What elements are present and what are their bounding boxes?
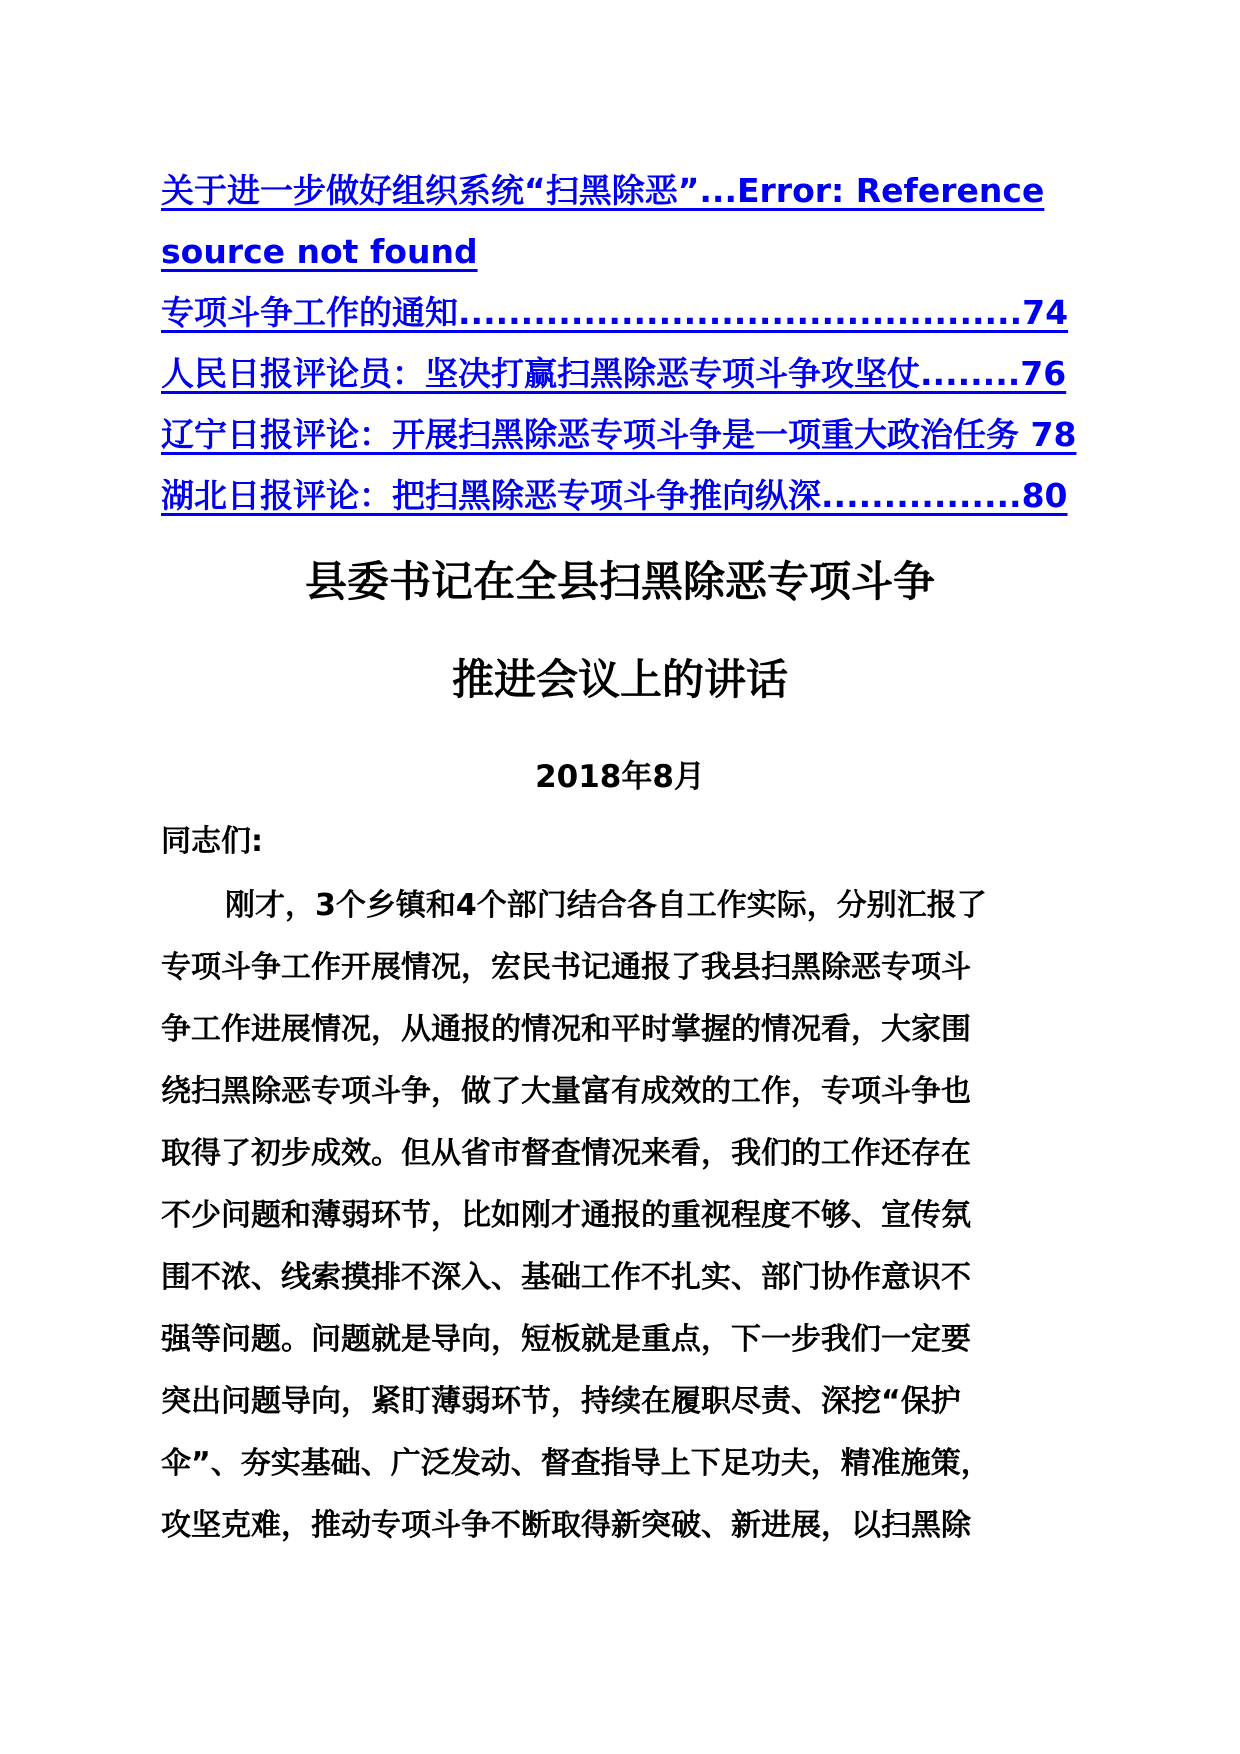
body-line: 突出问题导向，紧盯薄弱环节，持续在履职尽责、深挖“保护 <box>161 1384 961 1419</box>
document-date: 2018年8月 <box>535 759 705 795</box>
body-line: 不少问题和薄弱环节，比如刚才通报的重视程度不够、宣传氛 <box>161 1198 971 1233</box>
salutation: 同志们: <box>161 824 263 859</box>
body-line: 专项斗争工作开展情况，宏民书记通报了我县扫黑除恶专项斗 <box>161 950 971 985</box>
toc-link-liaoning-daily[interactable]: 辽宁日报评论：开展扫黑除恶专项斗争是一项重大政治任务 78 <box>161 415 1077 454</box>
body-line: 围不浓、线索摸排不深入、基础工作不扎实、部门协作意识不 <box>161 1260 971 1295</box>
body-line: 攻坚克难，推动专项斗争不断取得新突破、新进展，以扫黑除 <box>161 1508 971 1543</box>
toc-link-notice-continuation[interactable]: 专项斗争工作的通知.............................................74 <box>161 293 1069 332</box>
speech-body <box>161 875 1091 1557</box>
toc-link-organization-notice[interactable]: 关于进一步做好组织系统“扫黑除恶”...Error: Reference source not found <box>161 171 1045 271</box>
body-line: 争工作进展情况，从通报的情况和平时掌握的情况看，大家围 <box>161 1012 971 1047</box>
body-line: 伞”、夯实基础、广泛发动、督查指导上下足功夫，精准施策， <box>161 1446 991 1481</box>
body-line: 刚才，3个乡镇和4个部门结合各自工作实际，分别汇报了 <box>225 888 987 923</box>
toc-link-peoples-daily[interactable]: 人民日报评论员：坚决打赢扫黑除恶专项斗争攻坚仗........76 <box>161 354 1067 393</box>
document-title-line-2: 推进会议上的讲话 <box>451 655 788 704</box>
body-line: 强等问题。问题就是导向，短板就是重点，下一步我们一定要 <box>161 1322 971 1357</box>
table-of-contents <box>161 160 1091 526</box>
document-title-line-1: 县委书记在全县扫黑除恶专项斗争 <box>304 557 935 606</box>
body-line: 绕扫黑除恶专项斗争，做了大量富有成效的工作，专项斗争也 <box>161 1074 971 1109</box>
toc-link-hubei-daily[interactable]: 湖北日报评论：把扫黑除恶专项斗争推向纵深................80 <box>161 476 1068 515</box>
body-line: 取得了初步成效。但从省市督查情况来看，我们的工作还存在 <box>161 1136 971 1171</box>
